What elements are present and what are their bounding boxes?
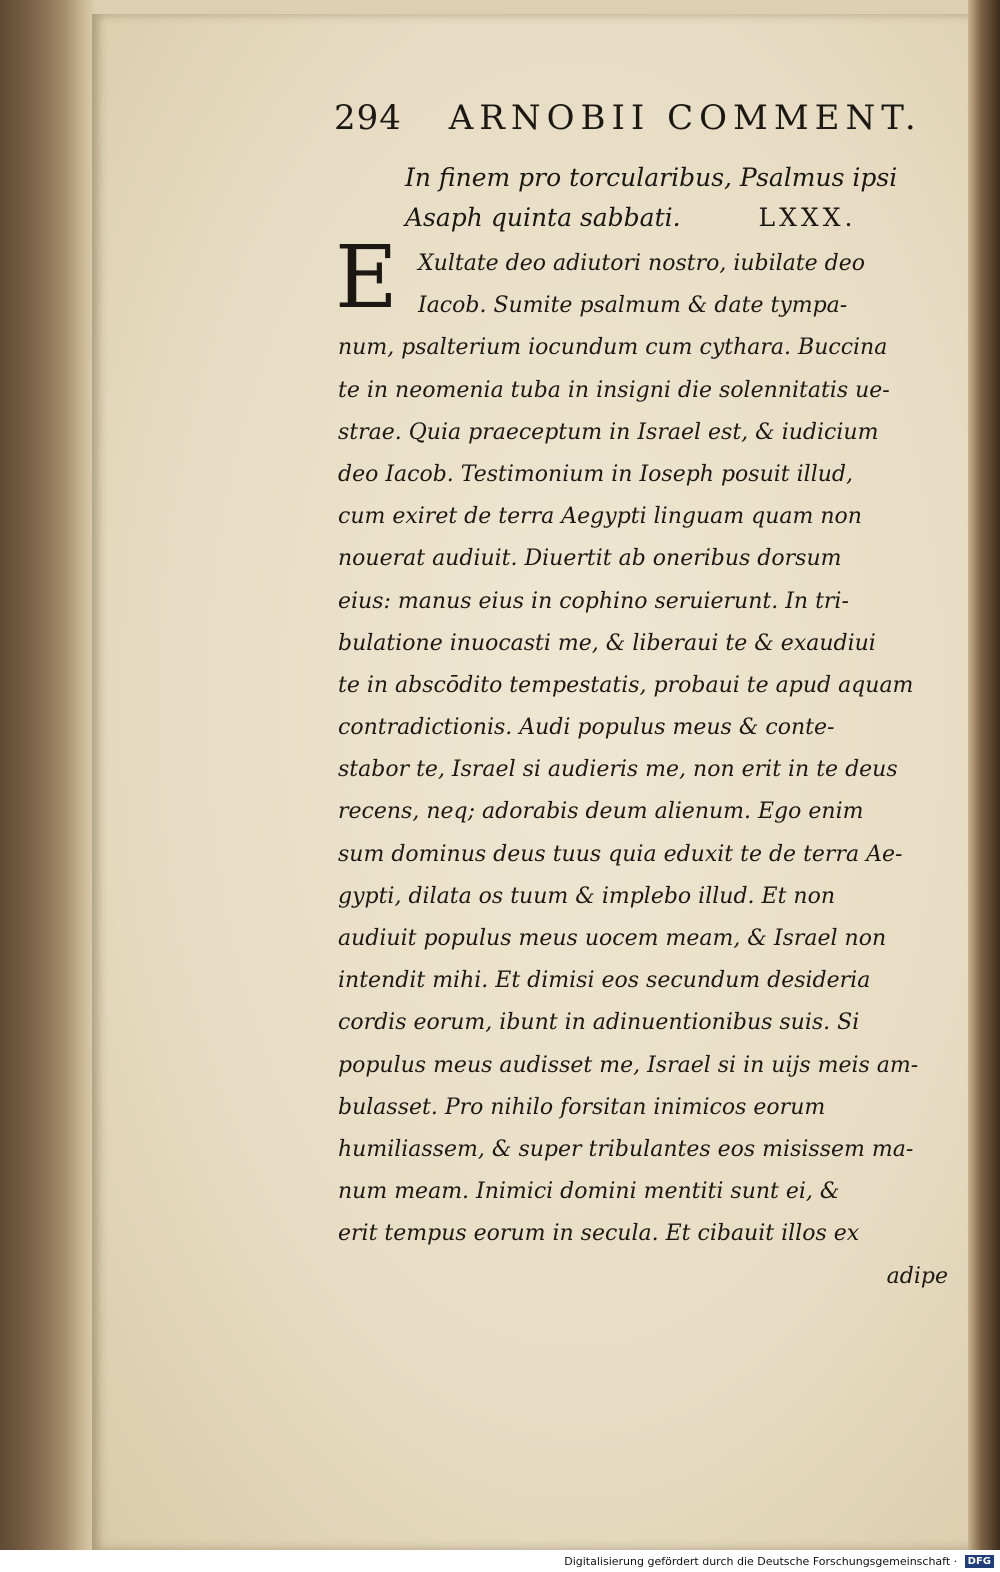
text-line: sum dominus deus tuus quia eduxit te de terra Ae- xyxy=(338,841,903,867)
drop-cap: E xyxy=(335,228,398,328)
book-fore-edge xyxy=(968,0,1000,1550)
text-line: Xultate deo adiutori nostro, iubilate deo xyxy=(418,251,866,276)
text-line: bulatione inuocasti me, & liberaui te & exaudiui xyxy=(338,630,876,656)
text-line: te in neomenia tuba in insigni die solennitatis ue- xyxy=(338,377,890,403)
text-line: Iacob. Sumite psalmum & date tympa- xyxy=(418,293,848,319)
text-line: populus meus audisset me, Israel si in uijs meis am- xyxy=(338,1052,919,1078)
text-line: cordis eorum, ibunt in adinuentionibus suis. Si xyxy=(338,1010,860,1036)
text-line: gypti, dilata os tuum & implebo illud. Et non xyxy=(338,883,835,909)
text-line: erit tempus eorum in secula. Et cibauit illos ex xyxy=(338,1221,860,1247)
dfg-logo-icon: DFG xyxy=(965,1555,994,1568)
text-line: bulasset. Pro nihilo forsitan inimicos eorum xyxy=(338,1094,826,1120)
text-line: te in abscōdito tempestatis, probaui te apud aquam xyxy=(338,672,914,698)
text-line: cum exiret de terra Aegypti linguam quam non xyxy=(338,504,862,530)
text-line: strae. Quia praeceptum in Israel est, & iudicium xyxy=(338,419,879,445)
text-line: nouerat audiuit. Diuertit ab oneribus dorsum xyxy=(338,546,842,572)
text-line: intendit mihi. Et dimisi eos secundum desideria xyxy=(338,968,871,994)
text-line: num, psalterium iocundum cum cythara. Buccina xyxy=(338,335,888,361)
page-header xyxy=(334,98,922,140)
page-number: 294 xyxy=(334,98,402,138)
footer-credit: Digitalisierung gefördert durch die Deutsche Forschungsgemeinschaft · xyxy=(564,1554,958,1568)
text-line: eius: manus eius in cophino seruierunt. In tri- xyxy=(338,588,849,614)
catchword: adipe xyxy=(886,1263,948,1289)
text-line: audiuit populus meus uocem meam, & Israel non xyxy=(338,926,887,951)
psalm-title-text: Asaph quinta sabbati. xyxy=(405,203,681,232)
text-line: deo Iacob. Testimonium in Ioseph posuit illud, xyxy=(338,461,853,487)
running-head: ARNOBII COMMENT. xyxy=(448,98,922,138)
text-line: recens, neq; adorabis deum alienum. Ego enim xyxy=(338,799,864,825)
psalm-body-text xyxy=(338,243,958,1298)
text-line: num meam. Inimici domini mentiti sunt ei, & xyxy=(338,1179,840,1205)
psalm-number: LXXX. xyxy=(758,203,857,232)
psalm-title-line-1: In finem pro torcularibus, Psalmus ipsi xyxy=(405,163,898,192)
psalm-title-line-2 xyxy=(405,200,965,236)
digitization-footer xyxy=(0,1550,1000,1571)
text-line: humiliassem, & super tribulantes eos misissem ma- xyxy=(338,1136,914,1162)
text-line: contradictionis. Audi populus meus & conte- xyxy=(338,715,835,741)
text-line: stabor te, Israel si audieris me, non erit in te deus xyxy=(338,757,898,783)
